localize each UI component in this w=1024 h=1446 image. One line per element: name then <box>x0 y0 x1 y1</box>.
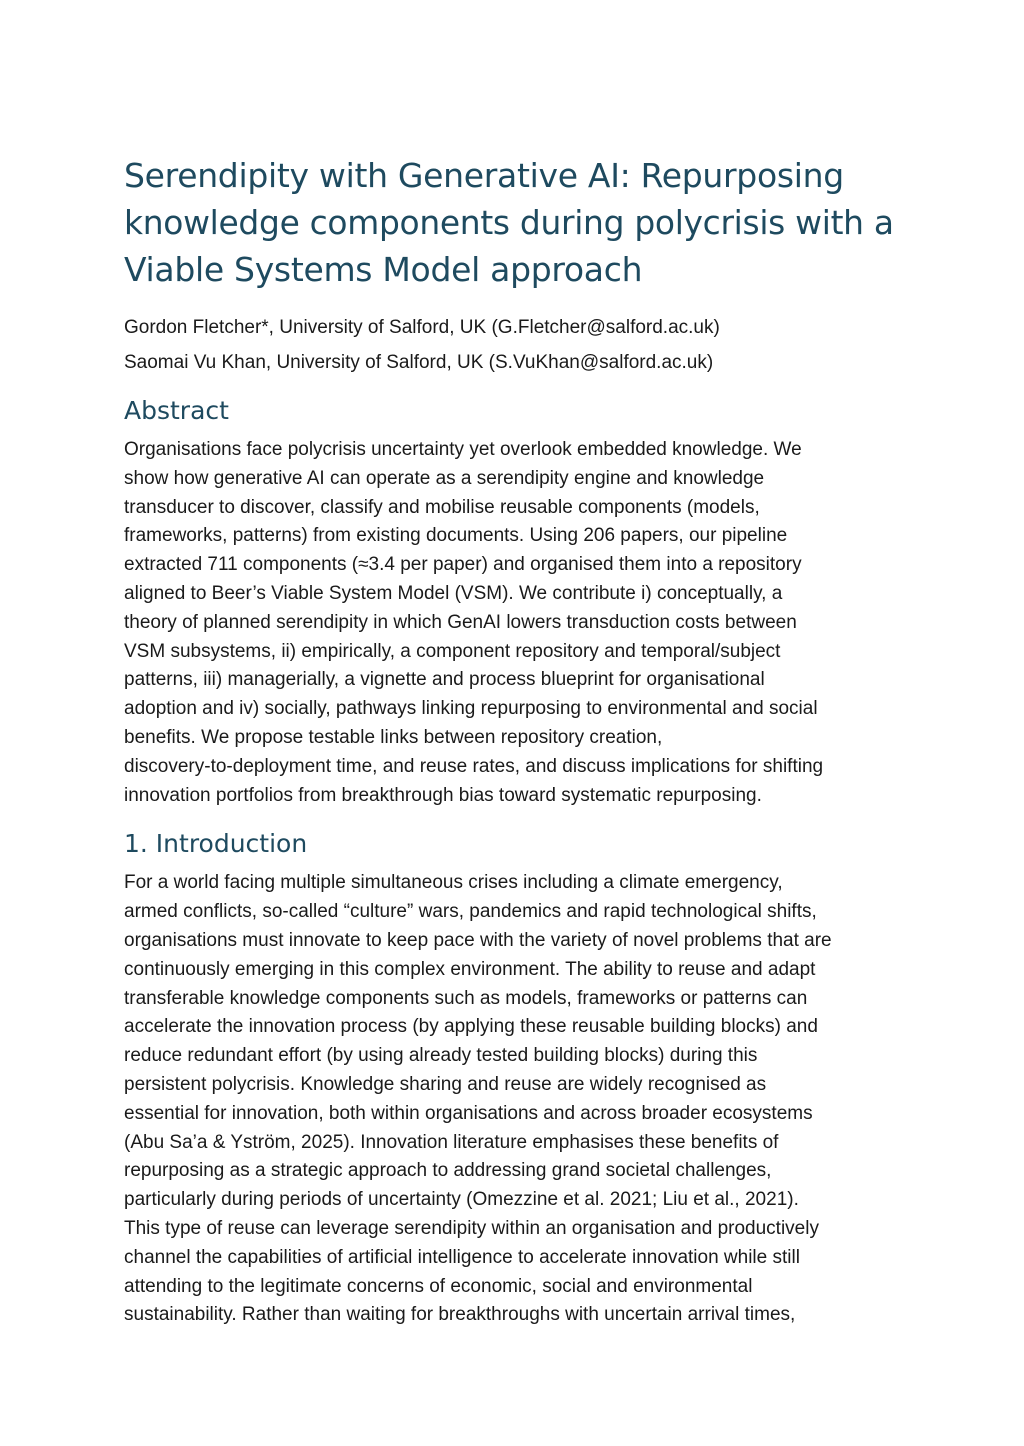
text-line: For a world facing multiple simultaneous crises including a climate emergency, <box>124 872 783 894</box>
text-line: reduce redundant effort (by using already tested building blocks) during this <box>124 1045 758 1067</box>
text-line: benefits. We propose testable links between repository creation, <box>124 726 663 748</box>
abstract-text <box>124 436 894 810</box>
text-line: sustainability. Rather than waiting for breakthroughs with uncertain arrival times, <box>124 1304 796 1326</box>
text-line: essential for innovation, both within organisations and across broader ecosystems <box>124 1102 813 1124</box>
abstract-heading: Abstract <box>124 396 229 425</box>
title-line: Viable Systems Model approach <box>124 250 643 289</box>
text-line: accelerate the innovation process (by applying these reusable building blocks) and <box>124 1016 818 1038</box>
author-line: Saomai Vu Khan, University of Salford, UK (S.VuKhan@salford.ac.uk) <box>124 352 714 373</box>
text-line: attending to the legitimate concerns of economic, social and environmental <box>124 1275 753 1297</box>
title-line: knowledge components during polycrisis with a <box>124 203 894 242</box>
text-line: This type of reuse can leverage serendipity within an organisation and productively <box>124 1217 819 1239</box>
paper-page <box>124 152 894 1330</box>
text-line: transferable knowledge components such as models, frameworks or patterns can <box>124 987 808 1009</box>
text-line: extracted 711 components (≈3.4 per paper) and organised them into a repository <box>124 554 802 576</box>
text-line: organisations must innovate to keep pace with the variety of novel problems that are <box>124 929 832 951</box>
text-line: theory of planned serendipity in which GenAI lowers transduction costs between <box>124 611 797 633</box>
text-line: patterns, iii) managerially, a vignette and process blueprint for organisational <box>124 669 765 691</box>
text-line: particularly during periods of uncertainty (Omezzine et al. 2021; Liu et al., 2021). <box>124 1189 799 1211</box>
text-line: armed conflicts, so-called “culture” wars, pandemics and rapid technological shifts, <box>124 901 817 923</box>
text-line: adoption and iv) socially, pathways linking repurposing to environmental and social <box>124 698 818 720</box>
text-line: Organisations face polycrisis uncertainty yet overlook embedded knowledge. We <box>124 439 802 460</box>
text-line: innovation portfolios from breakthrough bias toward systematic repurposing. <box>124 784 762 806</box>
text-line: persistent polycrisis. Knowledge sharing and reuse are widely recognised as <box>124 1073 767 1095</box>
text-line: discovery-to-deployment time, and reuse rates, and discuss implications for shifting <box>124 755 824 777</box>
text-line: VSM subsystems, ii) empirically, a component repository and temporal/subject <box>124 640 781 662</box>
text-line: continuously emerging in this complex environment. The ability to reuse and adapt <box>124 958 816 980</box>
text-line: frameworks, patterns) from existing documents. Using 206 papers, our pipeline <box>124 525 788 547</box>
paper-title <box>124 152 894 293</box>
text-line: aligned to Beer’s Viable System Model (VSM). We contribute i) conceptually, a <box>124 582 783 604</box>
text-line: transducer to discover, classify and mobilise reusable components (models, <box>124 496 760 518</box>
text-line: show how generative AI can operate as a serendipity engine and knowledge <box>124 467 765 489</box>
text-line: (Abu Sa’a & Yström, 2025). Innovation literature emphasises these benefits of <box>124 1131 779 1153</box>
text-line: channel the capabilities of artificial intelligence to accelerate innovation while still <box>124 1246 800 1268</box>
author-list <box>124 310 894 380</box>
introduction-text <box>124 869 894 1330</box>
title-line: Serendipity with Generative AI: Repurposing <box>124 156 844 195</box>
author-line: Gordon Fletcher*, University of Salford, UK (G.Fletcher@salford.ac.uk) <box>124 317 720 338</box>
text-line: repurposing as a strategic approach to addressing grand societal challenges, <box>124 1160 772 1182</box>
introduction-heading: 1. Introduction <box>124 829 308 859</box>
